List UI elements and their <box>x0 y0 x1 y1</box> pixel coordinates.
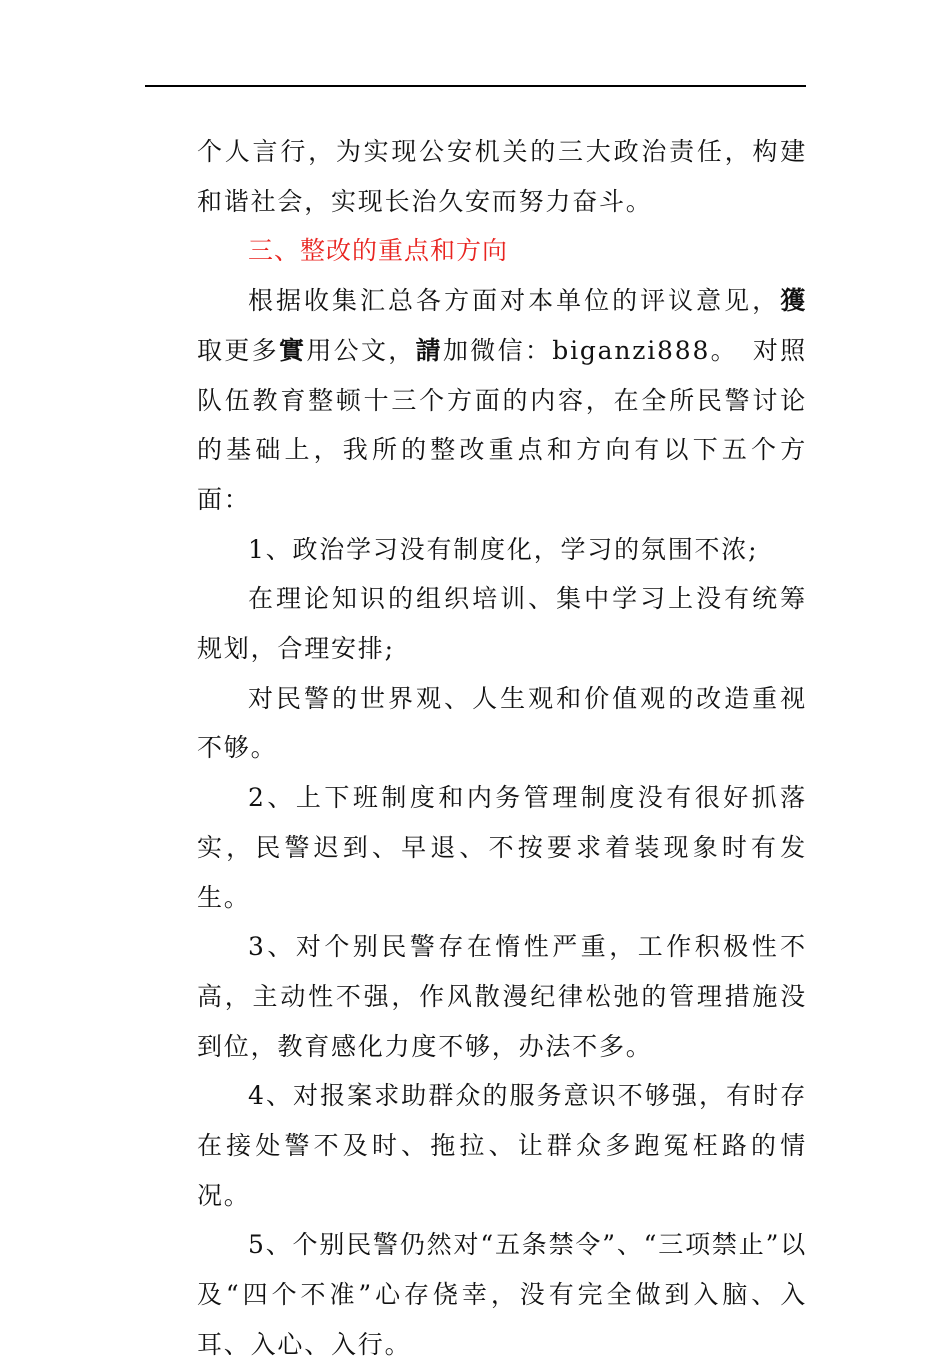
list-item-4: 4、对报案求助群众的服务意识不够强，有时存在接处警不及时、拖拉、让群众多跑冤枉路的情况。 <box>197 1081 807 1210</box>
list-item-5: 5、个别民警仍然对“五条禁令”、“三项禁止”以及“四个不准”心存侥幸，没有完全做到入脑、入耳、入心、入行。 <box>197 1230 807 1359</box>
list-item-3: 3、对个别民警存在惰性严重，工作积极性不高，主动性不强，作风散漫纪律松弛的管理措施没到位，教育感化力度不够，办法不多。 <box>197 932 807 1061</box>
intro-ad-char-2: 實 <box>278 335 307 365</box>
list-item-1: 1、政治学习没有制度化，学习的氛围不浓; <box>248 534 759 564</box>
continuation-paragraph: 个人言行，为实现公安机关的三大政治责任，构建和谐社会，实现长治久安而努力奋斗。 <box>197 137 807 216</box>
document-body <box>197 127 807 1370</box>
intro-text-b: 取更多 <box>197 335 279 365</box>
intro-paragraph <box>197 276 807 525</box>
intro-text-c: 用公文， <box>306 335 416 365</box>
section-heading: 三、整改的重点和方向 <box>248 236 509 266</box>
intro-ad-char-3: 請 <box>415 335 443 365</box>
list-item-1-detail-2: 对民警的世界观、人生观和价值观的改造重视不够。 <box>197 683 807 763</box>
intro-text-d: 加微信：biganzi888。 对照队伍教育整顿十三个方面的内容，在全所民警讨论的基础上，我所的整改重点和方向有以下五个方面： <box>197 335 807 514</box>
header-rule <box>145 85 806 87</box>
list-item-2: 2、上下班制度和内务管理制度没有很好抓落实，民警迟到、早退、不按要求着装现象时有发生。 <box>197 783 807 912</box>
intro-text-a: 根据收集汇总各方面对本单位的评议意见， <box>248 286 781 316</box>
intro-ad-char-1: 獲 <box>780 286 807 316</box>
list-item-1-detail-1: 在理论知识的组织培训、集中学习上没有统筹规划，合理安排; <box>197 584 807 664</box>
